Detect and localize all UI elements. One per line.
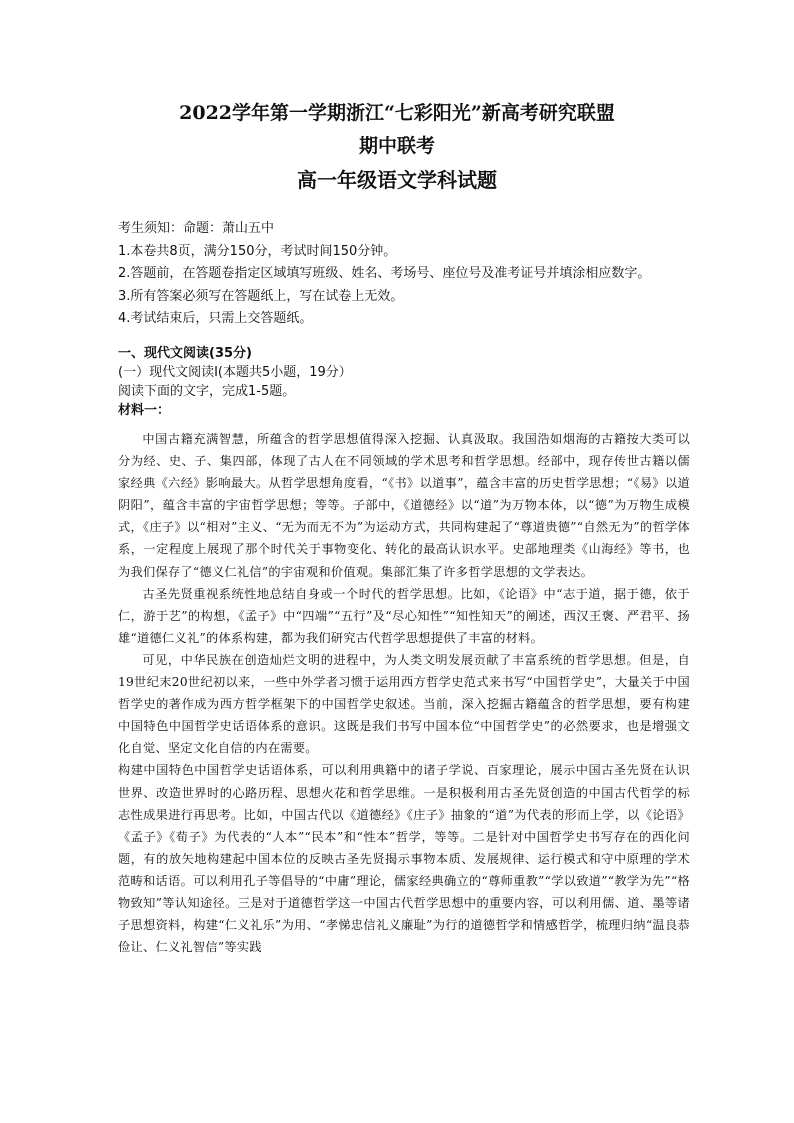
- exam-title-line3: 高一年级语文学科试题: [297, 168, 497, 192]
- passage-paragraph-1: 中国古籍充满智慧，所蕴含的哲学思想值得深入挖掘、认真汲取。我国浩如烟海的古籍按大类可以分为经、史、子、集四部，体现了古人在不同领域的学术思考和哲学思想。经部中，现存传世古籍以儒家经典《六经》影响最大。从哲学思想角度看，“《书》以道事”，蕴含丰富的历史哲学思想；“《易》以道阴阳”，蕴含丰富的宇宙哲学思想；等等。子部中，《道德经》以“道”为万物本体，以“德”为万物生成模式，《庄子》以“相对”主义、“无为而无不为”为运动方式，共同构建起了“尊道贵德”“自然无为”的哲学体系，一定程度上展现了那个时代关于事物变化、转化的最高认识水平。史部地理类《山海经》等书，也为我们保存了“德义仁礼信”的宇宙观和价值观。集部汇集了许多哲学思想的文学表达。: [118, 432, 690, 579]
- passage-paragraph-3: 可见，中华民族在创造灿烂文明的进程中，为人类文明发展贡献了丰富系统的哲学思想。但是，自19世纪末20世纪初以来，一些中外学者习惯于运用西方哲学史范式来书写“中国哲学史”，大量关于中国哲学史的著作成为西方哲学框架下的中国哲学史叙述。当前，深入挖掘古籍蕴含的哲学思想，要有构建中国特色中国哲学史话语体系的意识。这既是我们书写中国本位“中国哲学史”的必然要求，也是增强文化自觉、坚定文化自信的内在需要。: [118, 652, 690, 756]
- passage-paragraph-4: 构建中国特色中国哲学史话语体系，可以利用典籍中的诸子学说、百家理论，展示中国古圣先贤在认识世界、改造世界时的心路历程、思想火花和哲学思维。一是积极利用古圣先贤创造的中国古代哲学的标志性成果进行再思考。比如，中国古代以《道德经》《庄子》抽象的“道”为代表的形而上学，以《论语》《孟子》《荀子》为代表的“人本”“民本”和“性本”哲学，等等。二是针对中国哲学史书写存在的西化问题，有的放矢地构建起中国本位的反映古圣先贤揭示事物本质、发展规律、运行模式和守中原理的学术范畴和话语。可以利用孔子等倡导的“中庸”理论，儒家经典确立的“尊师重教”“学以致道”“教学为先”“格物致知”等认知途径。三是对于道德哲学这一中国古代哲学思想中的重要内容，可以利用儒、道、墨等诸子思想资料，构建“仁义礼乐”为用、“孝悌忠信礼义廉耻”为行的道德哲学和情感哲学，梳理归纳“温良恭俭让、仁义礼智信”等实践: [118, 763, 690, 955]
- section-header: [118, 344, 708, 420]
- notice-line-3: 3.所有答案必须写在答题纸上，写在试卷上无效。: [118, 288, 404, 304]
- notice-line-1: 1.本卷共8页，满分150分，考试时间150分钟。: [118, 243, 397, 259]
- notice-line-2: 2.答题前，在答题卷指定区域填写班级、姓名、考场号、座位号及准考证号并填涂相应数字。: [118, 266, 651, 282]
- reading-passage: [118, 428, 690, 958]
- material-label: 材料一：: [118, 403, 171, 418]
- section-heading: 一、现代文阅读(35分): [118, 346, 252, 361]
- reading-instruction: 阅读下面的文字，完成1-5题。: [118, 384, 296, 399]
- exam-title-line1: 2022学年第一学期浙江“七彩阳光”新高考研究联盟: [179, 102, 615, 124]
- notice-line-4: 4.考试结束后，只需上交答题纸。: [118, 311, 313, 327]
- exam-title-line2: 期中联考: [358, 135, 435, 157]
- subsection-heading: (一）现代文阅读Ⅰ(本题共5小题，19分）: [118, 365, 352, 380]
- notice-line-0: 考生须知：命题：萧山五中: [118, 221, 275, 236]
- exam-notice: [118, 218, 708, 331]
- passage-paragraph-2: 古圣先贤重视系统性地总结自身或一个时代的哲学思想。比如，《论语》中“志于道，据于德，依于仁，游于艺”的构想，《孟子》中“四端”“五行”及“尽心知性”“知性知天”的阐述，西汉王褒、严君平、扬雄“道德仁义礼”的体系构建，都为我们研究古代哲学思想提供了丰富的材料。: [118, 586, 690, 645]
